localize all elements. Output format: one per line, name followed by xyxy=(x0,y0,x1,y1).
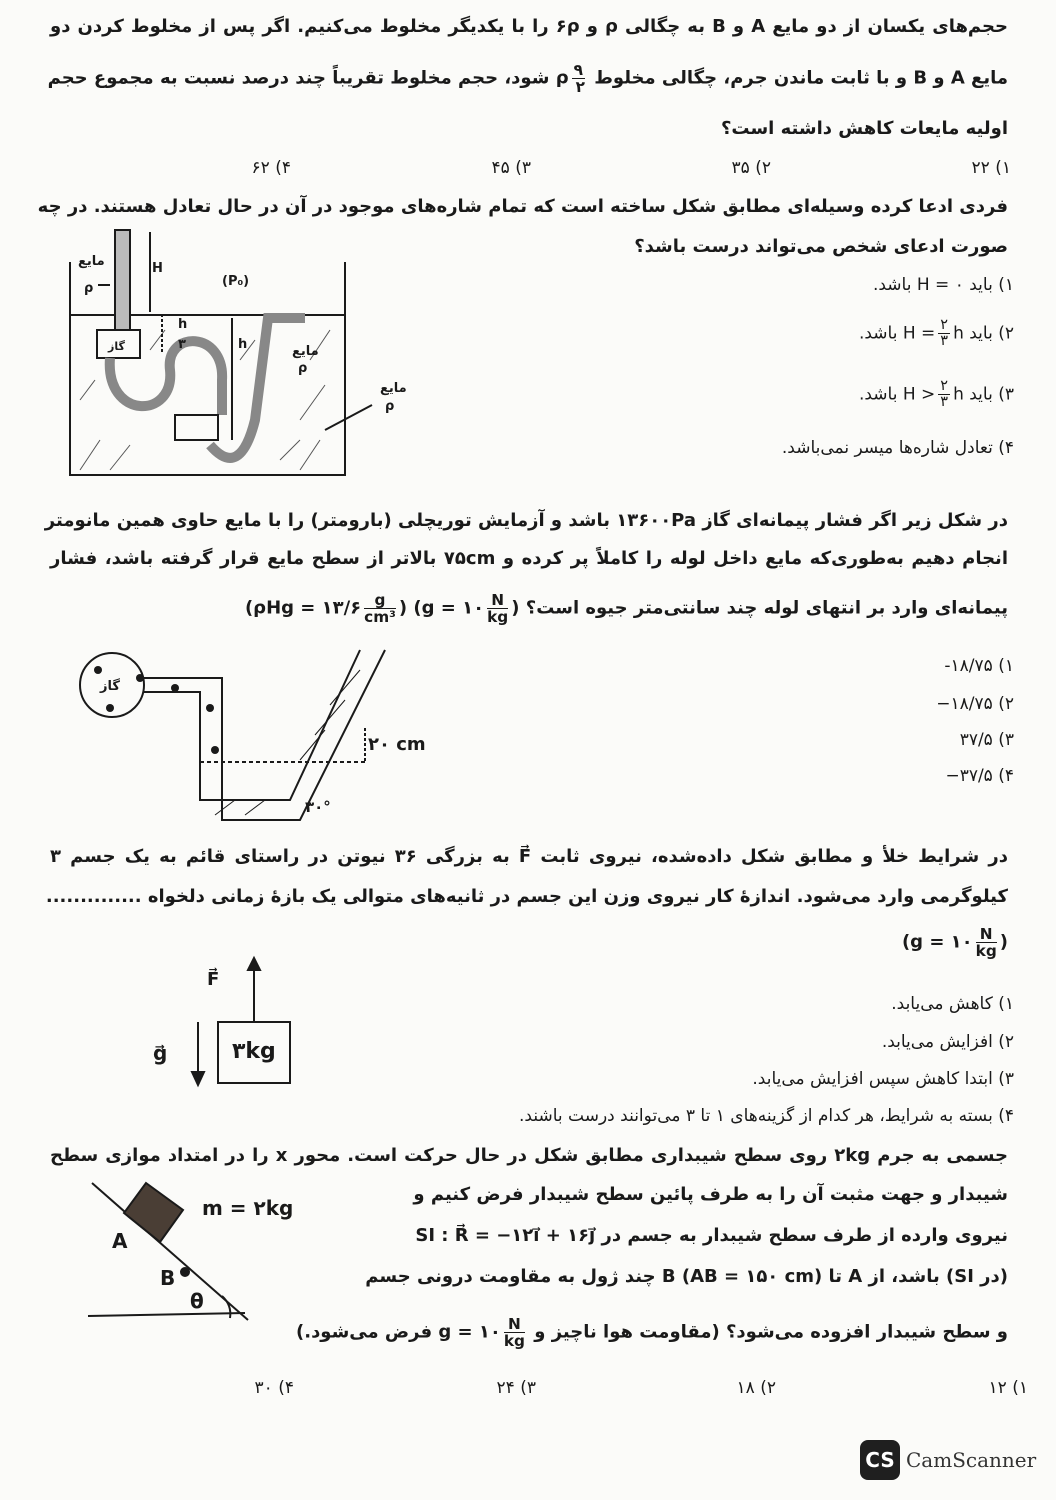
label-gas: گاز xyxy=(108,340,125,353)
q4-option-3[interactable]: ۳) ابتدا کاهش سپس افزایش می‌یابد. xyxy=(752,1069,1014,1089)
q3-option-3[interactable]: ۳) ۳۷/۵ xyxy=(959,730,1014,750)
q3-option-1[interactable]: ۱) ۱۸/۷۵- xyxy=(944,656,1014,676)
q1-line-2-b: شود، حجم مخلوط تقریباً چند درصد نسبت به مجموع حجم xyxy=(47,67,550,89)
q4-option-4[interactable]: ۴) بسته به شرایط، هر کدام از گزینه‌های ۱ تا ۳ می‌توانند درست باشند. xyxy=(519,1106,1014,1126)
q3-line-1: در شکل زیر اگر فشار پیمانه‌ای گاز ۱۳۶۰۰Pa باشد و آزمایش توریچلی (بارومتر) را با مایع حاوی همین مانومتر xyxy=(44,510,1008,531)
q2-option-2[interactable]: ۲) باید H = $\frac{۲}{۳}$ h باشد. xyxy=(858,317,1014,350)
q5-line-2: شیبدار و جهت مثبت آن را به طرف پائین سطح شیبدار فرض کنیم و xyxy=(413,1184,1008,1205)
q5-line-1: جسمی به جرم ۲kg روی سطح شیبداری مطابق شکل در حال حرکت است. محور x را در امتداد موازی سطح xyxy=(50,1145,1009,1166)
q1-option-4[interactable]: ۴) ۶۲ xyxy=(251,158,291,178)
q3-option-2[interactable]: ۲) ۱۸/۷۵− xyxy=(936,694,1014,714)
q1-line-2-a: مایع A و B و با ثابت ماندن جرم، چگالی مخلوط xyxy=(594,67,1008,89)
q3-option-4[interactable]: ۴) ۳۷/۵− xyxy=(945,766,1014,786)
label-liquid: مایع xyxy=(78,254,105,269)
block xyxy=(124,1183,183,1242)
fraction: $\frac{۹}{۲}$ xyxy=(573,61,585,97)
q2-line-1: فردی ادعا کرده وسیله‌ای مطابق شکل ساخته است که تمام شاره‌های موجود در آن در حال تعادل هستند. در چه xyxy=(37,196,1008,217)
q4-option-1[interactable]: ۱) کاهش می‌یابد. xyxy=(891,994,1014,1014)
q1-option-2[interactable]: ۲) ۳۵ xyxy=(731,158,771,178)
q2-option-4[interactable]: ۴) تعادل شاره‌ها میسر نمی‌باشد. xyxy=(781,438,1014,458)
q1-option-3[interactable]: ۳) ۴۵ xyxy=(491,158,531,178)
q4-g-constant: (g = ۱۰ $\frac{N}{kg}$ ) xyxy=(901,925,1008,961)
label-h3-num: h xyxy=(178,317,188,332)
label-mass: ۳kg xyxy=(232,1039,276,1064)
q5-option-3[interactable]: ۳) ۲۴ xyxy=(496,1378,536,1398)
label-mass: m = ۲kg xyxy=(202,1196,294,1220)
fraction: $\frac{۲}{۳}$ xyxy=(940,317,949,350)
q3-line-2: انجام دهیم به‌طوری‌که مایع داخل لوله را کاملاً پر کرده و ۷۵cm بالاتر از سطح مایع قرار گرفته باشد، فشار xyxy=(50,548,1008,569)
q3-line-3: پیمانه‌ای وارد بر انتهای لوله چند سانتی‌متر جیوه است؟ (g = ۱۰ $\frac{N}{kg}$ ) (ρHg = ۱۳/۶ $\frac{g}{\text{cm³}}$ ) xyxy=(244,591,1008,627)
q5-option-2[interactable]: ۲) ۱۸ xyxy=(736,1378,776,1398)
q3-figure-labels xyxy=(99,678,426,816)
q3-figure xyxy=(80,650,385,820)
q1-line-3: اولیه مایعات کاهش داشته است؟ xyxy=(720,118,1008,139)
label-height: ۲۰ cm xyxy=(368,734,426,755)
q4-line-2: کیلوگرمی وارد می‌شود. اندازهٔ کار نیروی وزن این جسم در ثانیه‌های متوالی یک بازهٔ زمانی دلخواه .............. xyxy=(45,886,1008,907)
label-h3-den: ۳ xyxy=(178,337,186,352)
q4-option-2[interactable]: ۲) افزایش می‌یابد. xyxy=(881,1032,1014,1052)
q2-option-1[interactable]: ۱) باید H = ۰ باشد. xyxy=(872,275,1014,295)
label-h: h xyxy=(238,337,248,352)
q1-option-1[interactable]: ۱) ۲۲ xyxy=(971,158,1011,178)
label-rho-2: ρ xyxy=(298,361,308,376)
label-rho: ρ xyxy=(84,281,94,296)
rho-hg-constant: (ρHg = ۱۳/۶ $\frac{g}{\text{cm³}}$ ) xyxy=(244,591,408,627)
gas-box-bottom xyxy=(175,415,218,440)
camscanner-watermark xyxy=(860,1440,1036,1480)
label-theta: θ xyxy=(190,1289,204,1313)
q4-figure-labels xyxy=(153,968,276,1065)
label-B: B xyxy=(160,1266,176,1290)
label-rho-3: ρ xyxy=(385,399,395,414)
label-liquid-2: مایع xyxy=(292,344,319,359)
label-liquid-3: مایع xyxy=(380,381,407,396)
q5-line-3: نیروی وارده از طرف سطح شیبدار به جسم در SI : R⃗ = −۱۲i⃗ + ۱۶j⃗ xyxy=(415,1225,1008,1246)
q4-line-1: در شرایط خلأ و مطابق شکل داده‌شده، نیروی ثابت F⃗ به بزرگی ۳۶ نیوتن در راستای قائم به یک جسم ۳ xyxy=(50,846,1008,867)
g-constant: (g = ۱۰ $\frac{N}{kg}$ ) xyxy=(413,591,520,627)
u-tube xyxy=(110,341,222,415)
ground xyxy=(88,1313,245,1316)
pointer-arrow xyxy=(325,405,372,430)
label-gas: گاز xyxy=(100,679,120,694)
q2-option-3[interactable]: ۳) باید H > $\frac{۲}{۳}$ h باشد. xyxy=(858,378,1014,411)
manometer-inner xyxy=(144,650,360,800)
label-g: g⃗ xyxy=(153,1041,168,1065)
label-P0: (P₀) xyxy=(222,274,250,289)
q5-option-4[interactable]: ۴) ۳۰ xyxy=(254,1378,294,1398)
label-A: A xyxy=(112,1229,128,1253)
camscanner-logo-icon: CS xyxy=(860,1440,900,1480)
q2-line-2: صورت ادعای شخص می‌تواند درست باشد؟ xyxy=(634,236,1008,257)
q5-line-5: و سطح شیبدار افزوده می‌شود؟ (مقاومت هوا ناچیز و g = ۱۰ $\frac{N}{kg}$ فرض می‌شود.) xyxy=(296,1315,1008,1351)
q5-option-1[interactable]: ۱) ۱۲ xyxy=(988,1378,1028,1398)
q1-line-1: حجم‌های یکسان از دو مایع A و B به چگالی ρ و ۶ρ را با یکدیگر مخلوط می‌کنیم. اگر پس از مخلوط کردن دو xyxy=(50,16,1008,37)
fraction: $\frac{۲}{۳}$ xyxy=(940,378,949,411)
point-B xyxy=(181,1268,189,1276)
gravity-arrowhead xyxy=(192,1072,204,1085)
force-arrowhead xyxy=(248,958,260,970)
label-H: H xyxy=(152,261,163,276)
label-angle: ۳۰° xyxy=(305,798,331,816)
q1-line-2: مایع A و B و با ثابت ماندن جرم، چگالی مخلوط $\frac{۹}{۲}$ ρ شود، حجم مخلوط تقریباً چند درصد نسبت به مجموع حجم xyxy=(47,61,1008,97)
camscanner-text: CamScanner xyxy=(906,1448,1037,1472)
vertical-tube xyxy=(115,230,130,330)
label-F: F⃗ xyxy=(207,969,220,990)
q5-line-4: (در SI) باشد، از A تا B (AB = ۱۵۰ cm) چند ژول به مقاومت درونی جسم xyxy=(365,1266,1008,1287)
